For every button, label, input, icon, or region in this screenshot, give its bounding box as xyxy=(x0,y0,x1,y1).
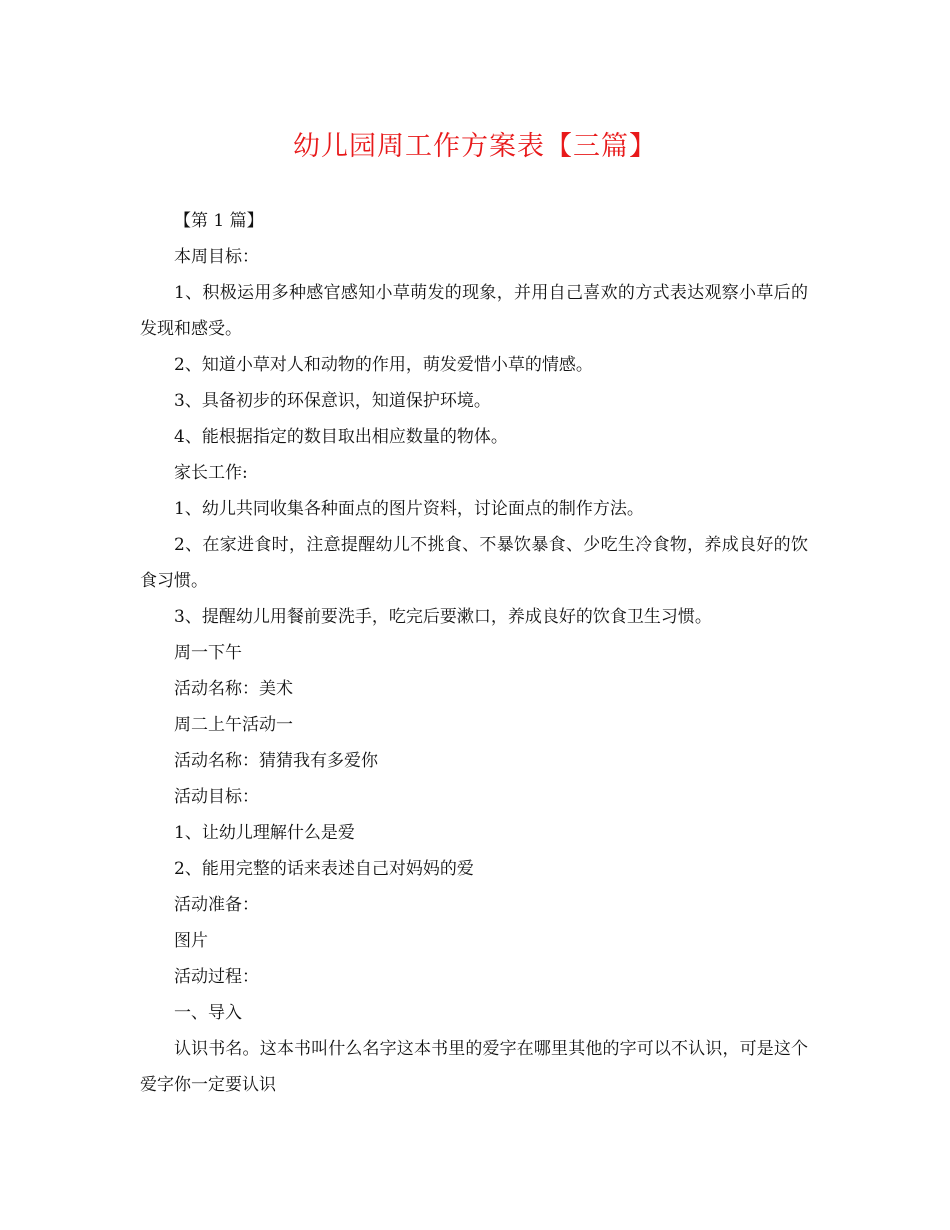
paragraph: 活动过程： xyxy=(174,967,259,987)
paragraph: 1、让幼儿理解什么是爱 xyxy=(174,823,355,843)
paragraph: 4、能根据指定的数目取出相应数量的物体。 xyxy=(174,427,508,447)
paragraph: 3、提醒幼儿用餐前要洗手，吃完后要漱口，养成良好的饮食卫生习惯。 xyxy=(174,607,712,627)
paragraph: 1、幼儿共同收集各种面点的图片资料，讨论面点的制作方法。 xyxy=(174,499,644,519)
paragraph: 活动目标： xyxy=(174,787,259,807)
document-title: 幼儿园周工作方案表【三篇】 xyxy=(293,131,657,162)
paragraph: 家长工作: xyxy=(174,463,248,483)
paragraph: 周二上午活动一 xyxy=(174,715,293,735)
document-body xyxy=(140,203,808,1103)
paragraph: 1、积极运用多种感官感知小草萌发的现象，并用自己喜欢的方式表达观察小草后的发现和感受。 xyxy=(140,283,808,339)
paragraph: 3、具备初步的环保意识，知道保护环境。 xyxy=(174,391,491,411)
paragraph: 一、导入 xyxy=(174,1003,242,1023)
paragraph: 活动准备： xyxy=(174,895,259,915)
paragraph: 认识书名。这本书叫什么名字这本书里的爱字在哪里其他的字可以不认识，可是这个爱字你一定要认识 xyxy=(140,1039,808,1095)
paragraph: 活动名称：猜猜我有多爱你 xyxy=(174,751,378,771)
paragraph: 2、能用完整的话来表述自己对妈妈的爱 xyxy=(174,859,474,879)
paragraph: 本周目标： xyxy=(174,247,259,267)
paragraph: 2、知道小草对人和动物的作用，萌发爱惜小草的情感。 xyxy=(174,355,593,375)
paragraph: 2、在家进食时，注意提醒幼儿不挑食、不暴饮暴食、少吃生冷食物，养成良好的饮食习惯。 xyxy=(140,535,808,591)
paragraph: 周一下午 xyxy=(174,643,242,663)
paragraph: 活动名称：美术 xyxy=(174,679,293,699)
paragraph: 【第 1 篇】 xyxy=(174,211,264,231)
paragraph: 图片 xyxy=(174,931,208,951)
